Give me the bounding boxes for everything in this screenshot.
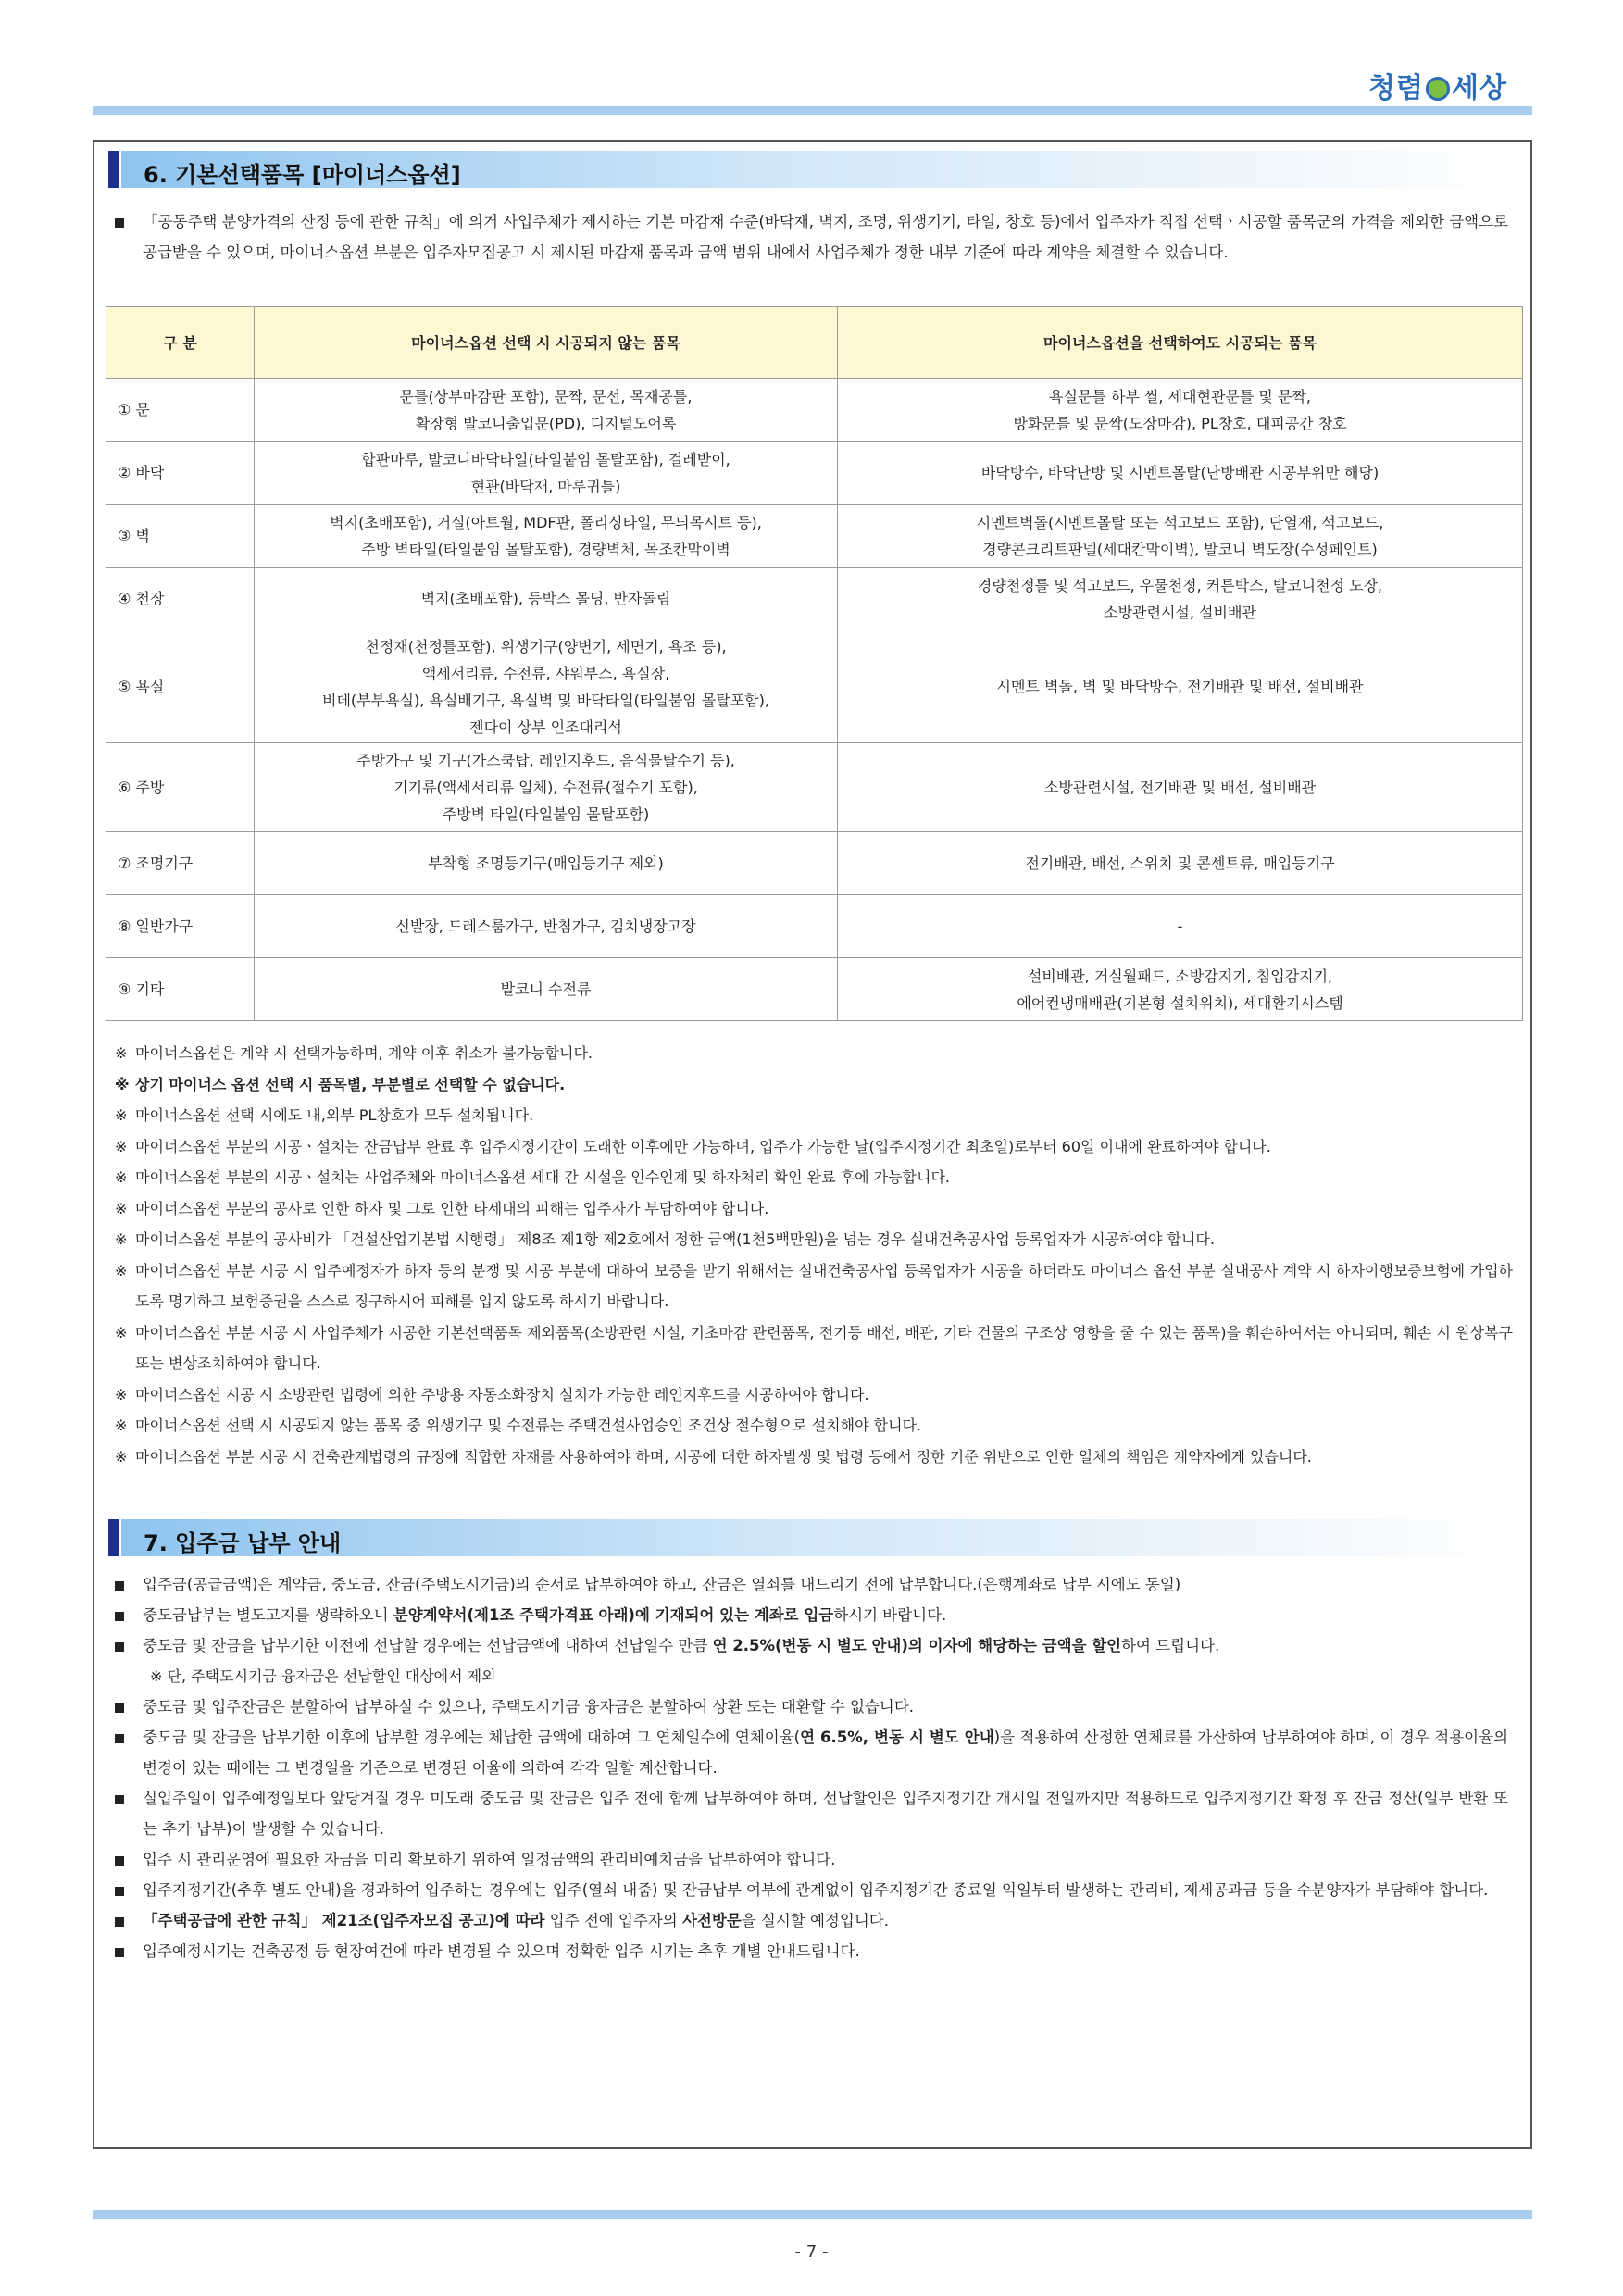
header-rule	[93, 106, 1532, 115]
cell-line: 문틀(상부마감판 포함), 문짝, 문선, 목재공틀,	[399, 387, 693, 406]
note-item: ※ 마이너스옵션 부분의 시공ㆍ설치는 잔금납부 완료 후 입주지정기간이 도래한 이후에만 가능하며, 입주가 가능한 날(입주지정기간 최초일)로부터 60일 이내에 완료하여야 합니다.	[115, 1137, 1271, 1155]
footer-rule	[93, 2210, 1532, 2219]
not-installed-items	[255, 743, 838, 832]
cell-line: 시멘트 벽돌, 벽 및 바닥방수, 전기배관 및 배선, 설비배관	[996, 678, 1364, 695]
note-item: ※ 상기 마이너스 옵션 선택 시 품목별, 부분별로 선택할 수 없습니다.	[115, 1075, 566, 1093]
not-installed-items	[255, 442, 838, 505]
note-item: ※ 마이너스옵션은 계약 시 선택가능하며, 계약 이후 취소가 불가능합니다.	[115, 1044, 593, 1062]
section-7-title: 7. 입주금 납부 안내	[144, 1530, 342, 1556]
row-category: ⑨ 기타	[106, 958, 255, 1021]
note-item: ※ 마이너스옵션 부분 시공 시 사업주체가 시공한 기본선택품목 제외품목(소방관련 시설, 기초마감 관련품목, 전기등 배선, 배관, 기타 건물의 구조상 영향을 줄 수 있는 품목)을 훼손하여서는 아니되며, 훼손 시 원상복구 또는 변상조치하여야 합니다.	[115, 1323, 1513, 1372]
table-row	[106, 743, 1523, 832]
table-row	[106, 958, 1523, 1021]
note-item: ※ 마이너스옵션 시공 시 소방관련 법령에 의한 주방용 자동소화장치 설치가 가능한 레인지후드를 시공하여야 합니다.	[115, 1385, 869, 1404]
row-category: ④ 천장	[106, 568, 255, 630]
note-item: ※ 마이너스옵션 부분 시공 시 건축관계법령의 규정에 적합한 자재를 사용하여야 하며, 시공에 대한 하자발생 및 법령 등에서 정한 기준 위반으로 인한 일체의 책임은 계약자에게 있습니다.	[115, 1447, 1312, 1466]
not-installed-items	[255, 379, 838, 442]
installed-items	[838, 895, 1523, 958]
cell-line: 신발장, 드레스룸가구, 반침가구, 김치냉장고장	[395, 917, 696, 935]
list-item: 중도금 및 입주잔금은 분할하여 납부하실 수 있으나, 주택도시기금 융자금은 분할하여 상환 또는 대환할 수 없습니다.	[115, 1691, 1508, 1722]
row-category: ⑥ 주방	[106, 743, 255, 832]
section-6-intro	[115, 206, 1508, 268]
row-category: ③ 벽	[106, 505, 255, 568]
section-7-body	[115, 1569, 1508, 1966]
intro-text: 「공동주택 분양가격의 산정 등에 관한 규칙」에 의거 사업주체가 제시하는 기본 마감재 수준(바닥재, 벽지, 조명, 위생기기, 타일, 창호 등)에서 입주자가 직접 선택ㆍ시공할 품목군의 가격을 제외한 금액으로 공급받을 수 있으며, 마이너스옵션 부분은 입주자모집공고 시 제시된 마감재 품목과 금액 범위 내에서 사업주체가 정한 내부 기준에 따라 계약을 체결할 수 있습니다.	[143, 213, 1508, 261]
minus-option-table	[106, 306, 1523, 1021]
list-item: 중도금 및 잔금을 납부기한 이전에 선납할 경우에는 선납금액에 대하여 선납일수 만큼 연 2.5%(변동 시 별도 안내)의 이자에 해당하는 금액을 할인하여 드립니다.	[115, 1630, 1508, 1661]
cell-line: 확장형 발코니출입문(PD), 디지털도어록	[415, 414, 677, 432]
cell-line: 비데(부부욕실), 욕실배기구, 욕실벽 및 바닥타일(타일붙임 몰탈포함),	[322, 691, 769, 709]
cell-line: 부착형 조명등기구(매입등기구 제외)	[428, 855, 664, 872]
installed-items	[838, 630, 1523, 743]
header-category: 구 분	[106, 307, 255, 379]
cell-line: 에어컨냉매배관(기본형 설치위치), 세대환기시스템	[1017, 993, 1343, 1012]
globe-icon	[1426, 77, 1450, 101]
table-row	[106, 568, 1523, 630]
page-number: - 7 -	[794, 2242, 829, 2262]
table-row	[106, 505, 1523, 568]
list-item: 실입주일이 입주예정일보다 앞당겨질 경우 미도래 중도금 및 잔금은 입주 전에 함께 납부하여야 하며, 선납할인은 입주지정기간 개시일 전일까지만 적용하므로 입주지정기간 확정 후 잔금 정산(일부 반환 또는 추가 납부)이 발생할 수 있습니다.	[115, 1783, 1508, 1844]
row-category: ⑧ 일반가구	[106, 895, 255, 958]
table-row	[106, 379, 1523, 442]
not-installed-items	[255, 568, 838, 630]
table-header-row	[106, 307, 1523, 379]
not-installed-items	[255, 505, 838, 568]
table-row	[106, 630, 1523, 743]
installed-items	[838, 442, 1523, 505]
row-category: ② 바닥	[106, 442, 255, 505]
section-6-notes	[115, 1038, 1513, 1472]
cell-line: -	[1177, 917, 1183, 935]
not-installed-items	[255, 958, 838, 1021]
cell-line: 주방 벽타일(타일붙임 몰탈포함), 경량벽체, 목조칸막이벽	[361, 540, 730, 558]
list-item: 입주 시 관리운영에 필요한 자금을 미리 확보하기 위하여 일정금액의 관리비예치금을 납부하여야 합니다.	[115, 1844, 1508, 1875]
cell-line: 천정재(천정틀포함), 위생기구(양변기, 세면기, 욕조 등),	[365, 637, 727, 655]
table-row	[106, 442, 1523, 505]
list-subnote: ※ 단, 주택도시기금 융자금은 선납할인 대상에서 제외	[150, 1667, 496, 1685]
cell-line: 젠다이 상부 인조대리석	[469, 718, 622, 736]
row-category: ① 문	[106, 379, 255, 442]
cell-line: 벽지(초배포함), 거실(아트월, MDF판, 폴리싱타일, 무늬목시트 등),	[330, 513, 762, 531]
list-item: 입주지정기간(추후 별도 안내)을 경과하여 입주하는 경우에는 입주(열쇠 내줌) 및 잔금납부 여부에 관계없이 입주지정기간 종료일 익일부터 발생하는 관리비, 제세공과금 등을 수분양자가 부담해야 합니다.	[115, 1875, 1508, 1905]
list-item: 중도금납부는 별도고지를 생략하오니 분양계약서(제1조 주택가격표 아래)에 기재되어 있는 계좌로 입금하시기 바랍니다.	[115, 1600, 1508, 1630]
cell-line: 기기류(액세서리류 일체), 수전류(절수기 포함),	[393, 779, 698, 796]
note-item: ※ 마이너스옵션 부분 시공 시 입주예정자가 하자 등의 분쟁 및 시공 부분에 대하여 보증을 받기 위해서는 실내건축공사업 등록업자가 시공을 하더라도 마이너스 옵션 부분 실내공사 계약 시 하자이행보증보험에 가입하도록 명기하고 보험증권을 스스로 징구하시어 피해를 입지 않도록 하시기 바랍니다.	[115, 1261, 1513, 1310]
row-category: ⑦ 조명기구	[106, 832, 255, 895]
section-6-header	[108, 151, 1516, 188]
cell-line: 벽지(초배포함), 등박스 몰딩, 반자돌림	[420, 590, 671, 607]
note-item: ※ 마이너스옵션 부분의 시공ㆍ설치는 사업주체와 마이너스옵션 세대 간 시설을 인수인계 및 하자처리 확인 완료 후에 가능합니다.	[115, 1168, 951, 1186]
not-installed-items	[255, 630, 838, 743]
cell-line: 설비배관, 거실월패드, 소방감지기, 침입감지기,	[1027, 967, 1333, 985]
cell-line: 바닥방수, 바닥난방 및 시멘트몰탈(난방배관 시공부위만 해당)	[980, 464, 1380, 481]
cell-line: 현관(바닥재, 마루귀틀)	[470, 477, 621, 495]
cell-line: 액세서리류, 수전류, 샤워부스, 욕실장,	[421, 664, 670, 682]
cell-line: 경량콘크리트판넬(세대칸막이벽), 발코니 벽도장(수성페인트)	[982, 540, 1378, 558]
cell-line: 주방벽 타일(타일붙임 몰탈포함)	[442, 805, 650, 823]
note-item: ※ 마이너스옵션 부분의 공사비가 「건설산업기본법 시행령」 제8조 제1항 제2호에서 정한 금액(1천5백만원)을 넘는 경우 실내건축공사업 등록업자가 시공하여야 합니다.	[115, 1230, 1215, 1248]
section-6-title: 6. 기본선택품목 [마이너스옵션]	[144, 162, 461, 188]
cell-line: 발코니 수전류	[500, 980, 592, 998]
cell-line: 경량천정틀 및 석고보드, 우물천정, 커튼박스, 발코니천정 도장,	[977, 576, 1383, 594]
note-item: ※ 마이너스옵션 선택 시 시공되지 않는 품목 중 위생기구 및 수전류는 주택건설사업승인 조건상 절수형으로 설치해야 합니다.	[115, 1416, 922, 1434]
list-item: 입주예정시기는 건축공정 등 현장여건에 따라 변경될 수 있으며 정확한 입주 시기는 추후 개별 안내드립니다.	[115, 1936, 1508, 1966]
installed-items	[838, 958, 1523, 1021]
list-item: 「주택공급에 관한 규칙」 제21조(입주자모집 공고)에 따라 입주 전에 입주자의 사전방문을 실시할 예정입니다.	[115, 1905, 1508, 1936]
cell-line: 방화문틀 및 문짝(도장마감), PL창호, 대피공간 창호	[1013, 414, 1347, 432]
brand-logo: 청렴 세상	[1368, 72, 1507, 105]
cell-line: 소방관련시설, 설비배관	[1104, 603, 1256, 621]
row-category: ⑤ 욕실	[106, 630, 255, 743]
note-item: ※ 마이너스옵션 선택 시에도 내,외부 PL창호가 모두 설치됩니다.	[115, 1106, 534, 1124]
cell-line: 시멘트벽돌(시멘트몰탈 또는 석고보드 포함), 단열재, 석고보드,	[976, 513, 1384, 531]
installed-items	[838, 568, 1523, 630]
table-row	[106, 832, 1523, 895]
cell-line: 소방관련시설, 전기배관 및 배선, 설비배관	[1043, 779, 1317, 796]
note-item: ※ 마이너스옵션 부분의 공사로 인한 하자 및 그로 인한 타세대의 피해는 입주자가 부담하여야 합니다.	[115, 1199, 769, 1217]
installed-items	[838, 743, 1523, 832]
cell-line: 전기배관, 배선, 스위치 및 콘센트류, 매입등기구	[1025, 855, 1335, 872]
installed-items	[838, 379, 1523, 442]
cell-line: 합판마루, 발코니바닥타일(타일붙임 몰탈포함), 걸레받이,	[361, 450, 730, 468]
not-installed-items	[255, 895, 838, 958]
cell-line: 주방가구 및 기구(가스쿡탑, 레인지후드, 음식물탈수기 등),	[356, 752, 735, 769]
table-row	[106, 895, 1523, 958]
list-item: 중도금 및 잔금을 납부기한 이후에 납부할 경우에는 체납한 금액에 대하여 그 연체일수에 연체이율(연 6.5%, 변동 시 별도 안내)을 적용하여 산정한 연체료를 가산하여 납부하여야 하며, 이 경우 적용이율의 변경이 있는 때에는 그 변경일을 기준으로 변경된 이율에 의하여 각각 일할 계산합니다.	[115, 1722, 1508, 1783]
header-installed: 마이너스옵션을 선택하여도 시공되는 품목	[838, 307, 1523, 379]
installed-items	[838, 505, 1523, 568]
list-item: 입주금(공급금액)은 계약금, 중도금, 잔금(주택도시기금)의 순서로 납부하여야 하고, 잔금은 열쇠를 내드리기 전에 납부합니다.(은행계좌로 납부 시에도 동일)	[115, 1569, 1508, 1600]
header-not-installed: 마이너스옵션 선택 시 시공되지 않는 품목	[255, 307, 838, 379]
section-7-header	[108, 1519, 1516, 1556]
content-frame	[93, 140, 1532, 2149]
cell-line: 욕실문틀 하부 씰, 세대현관문틀 및 문짝,	[1049, 387, 1311, 406]
not-installed-items	[255, 832, 838, 895]
installed-items	[838, 832, 1523, 895]
